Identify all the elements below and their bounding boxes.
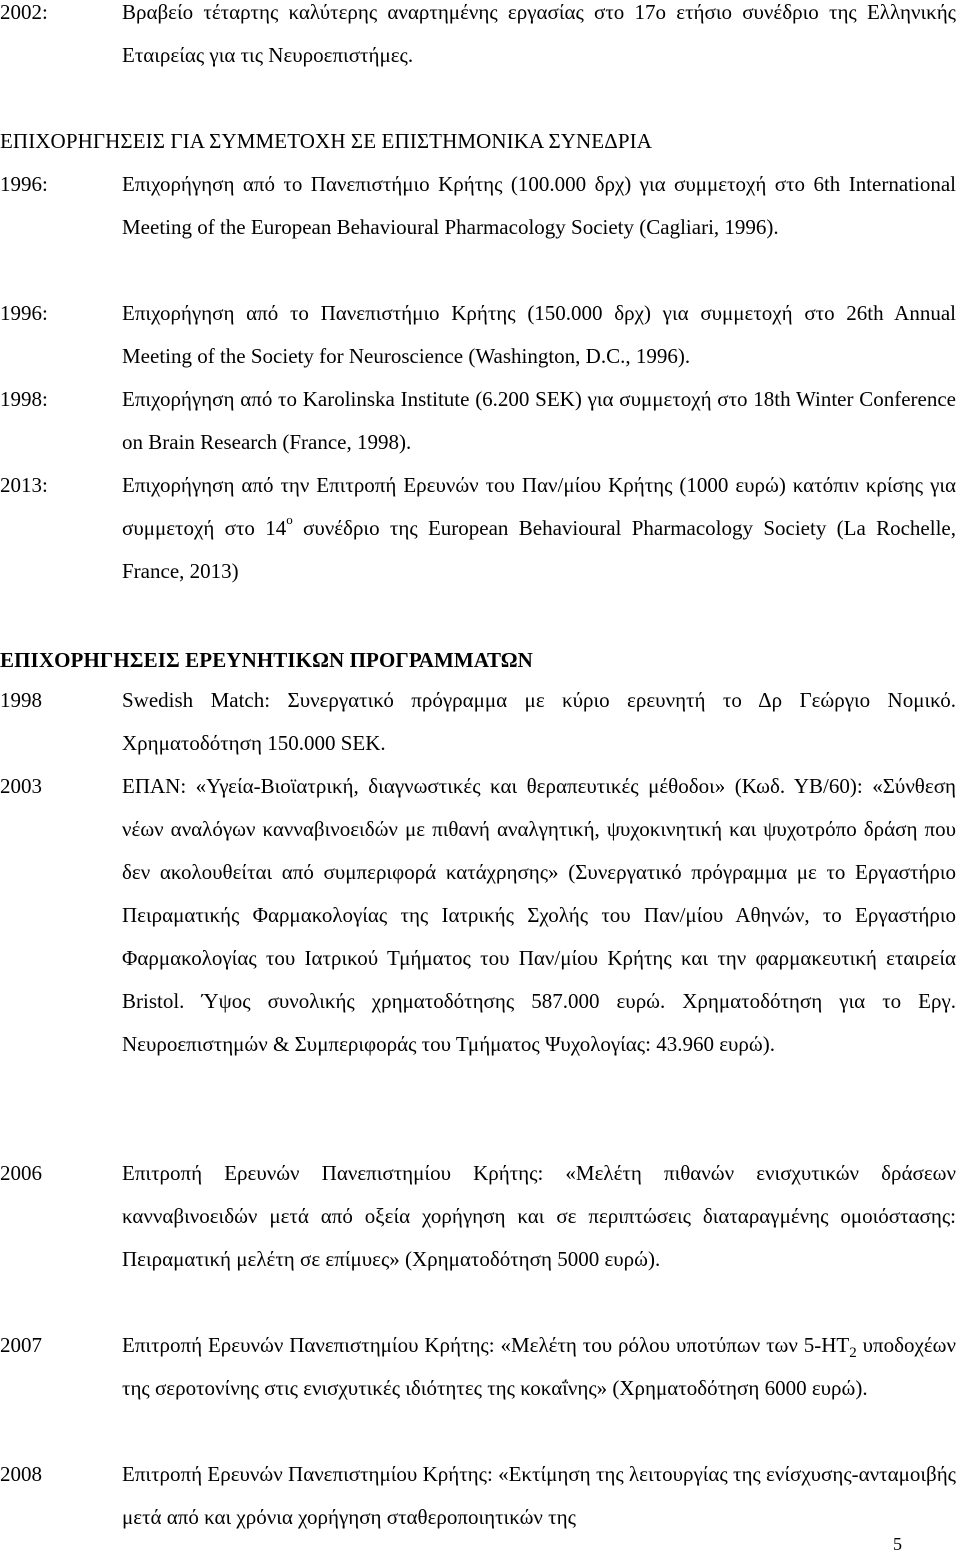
entry-text-part: συνέδριο της European Behavioural Pharmacology Society (La Rochelle, France, 2013) — [122, 516, 956, 583]
entry-text: Επιχορήγηση από το Πανεπιστήμιο Κρήτης (150.000 δρχ) για συμμετοχή στο 26th Annual Meeting of the Society for Neuroscience (Washington, D.C., 1996). — [122, 301, 956, 368]
entry-year: 2007 — [0, 1333, 42, 1357]
entry-text-part: Επιχορήγηση από την Επιτροπή Ερευνών του Παν/μίου Κρήτης (1000 ευρώ) κατόπιν κρίσης για συμμετοχή στο 14 — [122, 473, 956, 540]
entry-text: Επιχορήγηση από το Πανεπιστήμιο Κρήτης (100.000 δρχ) για συμμετοχή στο 6th International Meeting of the European Behavioural Pharmacology Society (Cagliari, 1996). — [122, 172, 956, 239]
entry-text: Επιχορήγηση από το Karolinska Institute (6.200 SEK) για συμμετοχή στο 18th Winter Conference on Brain Research (France, 1998). — [122, 387, 956, 454]
subscript: 2 — [849, 1345, 857, 1362]
entry-year: 2003 — [0, 774, 42, 798]
entry-year: 2008 — [0, 1462, 42, 1486]
entry-text-part: Επιτροπή Ερευνών Πανεπιστημίου Κρήτης: «Μελέτη του ρόλου υποτύπων των 5-HT — [122, 1333, 850, 1357]
entry-text: Επιτροπή Ερευνών Πανεπιστημίου Κρήτης: «Εκτίμηση της λειτουργίας της ενίσχυσης-ανταμοιβής μετά από και χρόνια χορήγηση σταθεροποιητικών της — [122, 1462, 956, 1529]
ordinal-superscript: ο — [286, 512, 293, 527]
entry-year: 1996: — [0, 301, 48, 325]
entry-year: 2006 — [0, 1161, 42, 1185]
entry-text: Βραβείο τέταρτης καλύτερης αναρτημένης εργασίας στο 17ο ετήσιο συνέδριο της Ελληνικής Εταιρείας για τις Νευροεπιστήμες. — [122, 0, 956, 67]
entry-text: ΕΠΑΝ: «Υγεία-Βιοϊατρική, διαγνωστικές και θεραπευτικές μέθοδοι» (Κωδ. ΥΒ/60): «Σύνθεση νέων αναλόγων κανναβινοειδών με πιθανή αναλγητική, ψυχοκινητική και ψυχοτρόπο δράση που δεν ακολουθείται από συμπεριφορά κατάχρησης» (Συνεργατικό πρόγραμμα με το Εργαστήριο Πειραματικής Φαρμακολογίας της Ιατρικής Σχολής του Παν/μίου Αθηνών, το Εργαστήριο Φαρμακολογίας του Ιατρικού Τμήματος του Παν/μίου Κρήτης και την φαρμακευτική εταιρεία Bristol. Ύψος συνολικής χρηματοδότησης 587.000 ευρώ. Χρηματοδότηση για το Εργ. Νευροεπιστημών & Συμπεριφοράς του Τμήματος Ψυχολογίας: 43.960 ευρώ). — [122, 774, 956, 1056]
entry-year: 1996: — [0, 172, 48, 196]
entry-year: 2002: — [0, 0, 48, 24]
entry-text — [122, 1324, 956, 1410]
entry-text — [122, 464, 956, 593]
section-title-conference-grants: ΕΠΙΧΟΡΗΓΗΣΕΙΣ ΓΙΑ ΣΥΜΜΕΤΟΧΗ ΣΕ ΕΠΙΣΤΗΜΟΝΙΚΑ ΣΥΝΕΔΡΙΑ — [0, 129, 652, 153]
entry-text: Swedish Match: Συνεργατικό πρόγραμμα με κύριο ερευνητή το Δρ Γεώργιο Νομικό. Χρηματοδότηση 150.000 SEK. — [122, 688, 956, 755]
section-title-research-grants: ΕΠΙΧΟΡΗΓΗΣΕΙΣ ΕΡΕΥΝΗΤΙΚΩΝ ΠΡΟΓΡΑΜΜΑΤΩΝ — [0, 648, 533, 672]
entry-year: 2013: — [0, 473, 48, 497]
page-number: 5 — [893, 1534, 902, 1554]
entry-text-part: υποδοχέων της σεροτονίνης στις ενισχυτικές ιδιότητες της κοκαΐνης» (Χρηματοδότηση 6000 ευρώ). — [122, 1333, 956, 1400]
entry-year: 1998 — [0, 688, 42, 712]
entry-text: Επιτροπή Ερευνών Πανεπιστημίου Κρήτης: «Μελέτη πιθανών ενισχυτικών δράσεων κανναβινοειδών μετά από οξεία χορήγηση και σε περιπτώσεις διαταραγμένης ομοιόστασης: Πειραματική μελέτη σε επίμυες» (Χρηματοδότηση 5000 ευρώ). — [122, 1161, 956, 1271]
entry-year: 1998: — [0, 387, 48, 411]
